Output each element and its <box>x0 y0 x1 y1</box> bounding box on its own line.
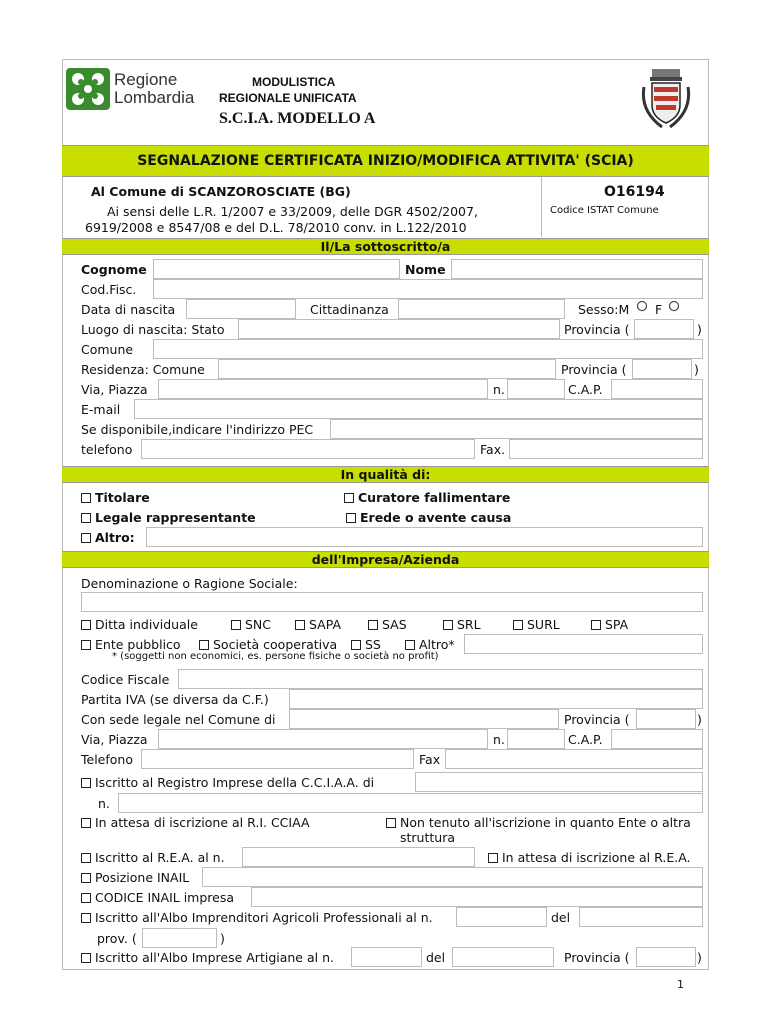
albo-artigiane-field[interactable] <box>351 947 422 967</box>
codice-fiscale-label: Codice Fiscale <box>81 672 170 687</box>
rea-field[interactable] <box>242 847 475 867</box>
non-tenuto-label: Non tenuto all'iscrizione in quanto Ente o altra <box>400 815 691 830</box>
prov-field[interactable] <box>142 928 217 948</box>
erede-option[interactable] <box>346 510 511 525</box>
ss-label: SS <box>365 637 381 652</box>
cap-impresa-field[interactable] <box>611 729 703 749</box>
non-tenuto-option[interactable] <box>386 815 691 830</box>
partita-iva-label: Partita IVA (se diversa da C.F.) <box>81 692 269 707</box>
section-sottoscritto: Il/La sottoscritto/a <box>62 238 709 255</box>
altro-impresa-field[interactable] <box>464 634 703 654</box>
rea-option[interactable] <box>81 850 225 865</box>
sesso-m-radio[interactable] <box>637 301 647 311</box>
curatore-label: Curatore fallimentare <box>358 490 511 505</box>
form-title: SEGNALAZIONE CERTIFICATA INIZIO/MODIFICA ATTIVITA' (SCIA) <box>62 145 709 177</box>
non-tenuto-checkbox[interactable] <box>386 818 396 828</box>
ente-checkbox[interactable] <box>81 640 91 650</box>
coop-option[interactable] <box>199 637 337 652</box>
coop-checkbox[interactable] <box>199 640 209 650</box>
telefono-label: telefono <box>81 442 133 457</box>
data-nascita-field[interactable] <box>186 299 296 319</box>
cap-field[interactable] <box>611 379 703 399</box>
inail-field[interactable] <box>202 867 703 887</box>
ditta-label: Ditta individuale <box>95 617 198 632</box>
curatore-checkbox[interactable] <box>344 493 354 503</box>
attesa-ri-checkbox[interactable] <box>81 818 91 828</box>
albo-artigiane-del-field[interactable] <box>452 947 554 967</box>
registro-option[interactable] <box>81 775 374 790</box>
provincia-residenza-close: ) <box>694 362 699 377</box>
ditta-checkbox[interactable] <box>81 620 91 630</box>
surl-checkbox[interactable] <box>513 620 523 630</box>
fax-label: Fax. <box>480 442 506 457</box>
sesso-f-radio[interactable] <box>669 301 679 311</box>
provincia-sede-field[interactable] <box>636 709 696 729</box>
albo-agricoli-field[interactable] <box>456 907 547 927</box>
telefono-impresa-field[interactable] <box>141 749 414 769</box>
albo-artigiane-checkbox[interactable] <box>81 953 91 963</box>
codice-inail-option[interactable] <box>81 890 234 905</box>
titolare-option[interactable] <box>81 490 150 505</box>
albo-artigiane-label: Iscritto all'Albo Imprese Artigiane al n. <box>95 950 334 965</box>
codice-fiscale-field[interactable] <box>178 669 703 689</box>
fax-impresa-field[interactable] <box>445 749 703 769</box>
attesa-ri-option[interactable] <box>81 815 310 830</box>
albo-agricoli-option[interactable] <box>81 910 433 925</box>
registro-n-label: n. <box>98 796 110 811</box>
nome-label: Nome <box>405 262 446 277</box>
sas-checkbox[interactable] <box>368 620 378 630</box>
logo-line2: Lombardia <box>114 88 195 107</box>
titolare-label: Titolare <box>95 490 150 505</box>
sede-field[interactable] <box>289 709 559 729</box>
spa-option[interactable] <box>591 617 628 632</box>
prov-close: ) <box>220 931 225 946</box>
modulistica-label: MODULISTICA <box>252 75 336 89</box>
legale-checkbox[interactable] <box>81 513 91 523</box>
data-nascita-label: Data di nascita <box>81 302 176 317</box>
civico-impresa-field[interactable] <box>507 729 565 749</box>
cittadinanza-field[interactable] <box>398 299 565 319</box>
telefono-field[interactable] <box>141 439 475 459</box>
albo-agricoli-del-label: del <box>551 910 571 925</box>
pec-label: Se disponibile,indicare l'indirizzo PEC <box>81 422 314 437</box>
srl-label: SRL <box>457 617 481 632</box>
codfisc-label: Cod.Fisc. <box>81 282 137 297</box>
email-label: E-mail <box>81 402 121 417</box>
section-qualita: In qualità di: <box>62 466 709 483</box>
altro-impresa-label: Altro* <box>419 637 455 652</box>
provincia-nascita-field[interactable] <box>634 319 694 339</box>
codice-inail-checkbox[interactable] <box>81 893 91 903</box>
albo-agricoli-del-field[interactable] <box>579 907 703 927</box>
snc-checkbox[interactable] <box>231 620 241 630</box>
legale-option[interactable] <box>81 510 256 525</box>
via-impresa-field[interactable] <box>158 729 488 749</box>
altro-note: * (soggetti non economici, es. persone fisiche o società no profit) <box>112 651 439 662</box>
page-number: 1 <box>677 978 684 991</box>
lombardia-rose-icon <box>66 68 110 110</box>
albo-artigiane-provincia-close: ) <box>697 950 702 965</box>
erede-checkbox[interactable] <box>346 513 356 523</box>
codfisc-field[interactable] <box>153 279 703 299</box>
altro-option[interactable] <box>81 530 135 545</box>
albo-artigiane-provincia-field[interactable] <box>636 947 696 967</box>
istat-code-label: Codice ISTAT Comune <box>550 205 659 216</box>
altro-impresa-option[interactable] <box>405 637 455 652</box>
partita-iva-field[interactable] <box>289 689 703 709</box>
comune-field[interactable] <box>153 339 703 359</box>
srl-checkbox[interactable] <box>443 620 453 630</box>
legal-line1: Ai sensi delle L.R. 1/2007 e 33/2009, delle DGR 4502/2007, <box>107 204 478 219</box>
ente-option[interactable] <box>81 637 181 652</box>
ente-label: Ente pubblico <box>95 637 181 652</box>
cap-label: C.A.P. <box>568 382 603 397</box>
sesso-f-label: F <box>655 302 663 317</box>
albo-agricoli-checkbox[interactable] <box>81 913 91 923</box>
albo-agricoli-label: Iscritto all'Albo Imprenditori Agricoli Professionali al n. <box>95 910 433 925</box>
n-impresa-label: n. <box>493 732 505 747</box>
inail-checkbox[interactable] <box>81 873 91 883</box>
email-field[interactable] <box>134 399 703 419</box>
codice-inail-label: CODICE INAIL impresa <box>95 890 235 905</box>
provincia-residenza-field[interactable] <box>632 359 692 379</box>
denominazione-label: Denominazione o Ragione Sociale: <box>81 576 298 591</box>
civico-field[interactable] <box>507 379 565 399</box>
titolare-checkbox[interactable] <box>81 493 91 503</box>
snc-label: SNC <box>245 617 272 632</box>
rea-label: Iscritto al R.E.A. al n. <box>95 850 225 865</box>
comune-crest-icon <box>638 67 694 133</box>
istat-code: O16194 <box>604 184 665 200</box>
cittadinanza-label: Cittadinanza <box>310 302 389 317</box>
coop-label: Società cooperativa <box>213 637 338 652</box>
sas-option[interactable] <box>368 617 407 632</box>
legal-line2: 6919/2008 e 8547/08 e del D.L. 78/2010 conv. in L.122/2010 <box>85 220 467 235</box>
snc-option[interactable] <box>231 617 271 632</box>
albo-artigiane-option[interactable] <box>81 950 334 965</box>
provincia-residenza-label: Provincia ( <box>561 362 627 377</box>
logo-line1: Regione <box>114 70 178 89</box>
luogo-nascita-label: Luogo di nascita: Stato <box>81 322 225 337</box>
comune-divider <box>541 177 542 237</box>
denominazione-field[interactable] <box>81 592 703 612</box>
ss-checkbox[interactable] <box>351 640 361 650</box>
registro-n-field[interactable] <box>118 793 703 813</box>
sede-label: Con sede legale nel Comune di <box>81 712 276 727</box>
regionale-label: REGIONALE UNIFICATA <box>219 91 357 105</box>
codice-inail-field[interactable] <box>251 887 703 907</box>
prov-label: prov. ( <box>97 931 137 946</box>
albo-artigiane-del-label: del <box>426 950 446 965</box>
cognome-label: Cognome <box>81 262 147 277</box>
altro-qualita-field[interactable] <box>146 527 703 547</box>
curatore-option[interactable] <box>344 490 510 505</box>
via-label: Via, Piazza <box>81 382 148 397</box>
attesa-rea-checkbox[interactable] <box>488 853 498 863</box>
inail-option[interactable] <box>81 870 189 885</box>
n-label: n. <box>493 382 505 397</box>
model-title: S.C.I.A. MODELLO A <box>219 110 376 127</box>
pec-field[interactable] <box>330 419 703 439</box>
residenza-label: Residenza: Comune <box>81 362 205 377</box>
stato-nascita-field[interactable] <box>238 319 560 339</box>
registro-cciaa-field[interactable] <box>415 772 703 792</box>
attesa-ri-label: In attesa di iscrizione al R.I. CCIAA <box>95 815 310 830</box>
telefono-impresa-label: Telefono <box>81 752 133 767</box>
surl-label: SURL <box>527 617 560 632</box>
spa-label: SPA <box>605 617 629 632</box>
via-impresa-label: Via, Piazza <box>81 732 148 747</box>
attesa-rea-option[interactable] <box>488 850 691 865</box>
cap-impresa-label: C.A.P. <box>568 732 603 747</box>
registro-checkbox[interactable] <box>81 778 91 788</box>
attesa-rea-label: In attesa di iscrizione al R.E.A. <box>502 850 691 865</box>
regione-lombardia-logo <box>66 68 212 110</box>
fax-impresa-label: Fax <box>419 752 441 767</box>
altro-impresa-checkbox[interactable] <box>405 640 415 650</box>
cognome-field[interactable] <box>153 259 400 279</box>
surl-option[interactable] <box>513 617 560 632</box>
comune-label: Comune <box>81 342 134 357</box>
al-comune-label: Al Comune di SCANZOROSCIATE (BG) <box>91 184 351 199</box>
provincia-sede-close: ) <box>697 712 702 727</box>
sas-label: SAS <box>382 617 407 632</box>
section-impresa: dell'Impresa/Azienda <box>62 551 709 568</box>
altro-label: Altro: <box>95 530 135 545</box>
residenza-field[interactable] <box>218 359 556 379</box>
non-tenuto-label-2: struttura <box>400 830 455 845</box>
provincia-nascita-close: ) <box>697 322 702 337</box>
ditta-option[interactable] <box>81 617 198 632</box>
sapa-option[interactable] <box>295 617 341 632</box>
sesso-label: Sesso:M <box>578 302 630 317</box>
rea-checkbox[interactable] <box>81 853 91 863</box>
sapa-checkbox[interactable] <box>295 620 305 630</box>
legale-label: Legale rappresentante <box>95 510 256 525</box>
registro-label: Iscritto al Registro Imprese della C.C.I.A.A. di <box>95 775 375 790</box>
altro-checkbox[interactable] <box>81 533 91 543</box>
via-field[interactable] <box>158 379 488 399</box>
srl-option[interactable] <box>443 617 481 632</box>
albo-artigiane-provincia-label: Provincia ( <box>564 950 630 965</box>
fax-field[interactable] <box>509 439 703 459</box>
nome-field[interactable] <box>451 259 703 279</box>
spa-checkbox[interactable] <box>591 620 601 630</box>
erede-label: Erede o avente causa <box>360 510 512 525</box>
inail-label: Posizione INAIL <box>95 870 190 885</box>
sapa-label: SAPA <box>309 617 342 632</box>
ss-option[interactable] <box>351 637 381 652</box>
provincia-sede-label: Provincia ( <box>564 712 630 727</box>
provincia-nascita-label: Provincia ( <box>564 322 630 337</box>
